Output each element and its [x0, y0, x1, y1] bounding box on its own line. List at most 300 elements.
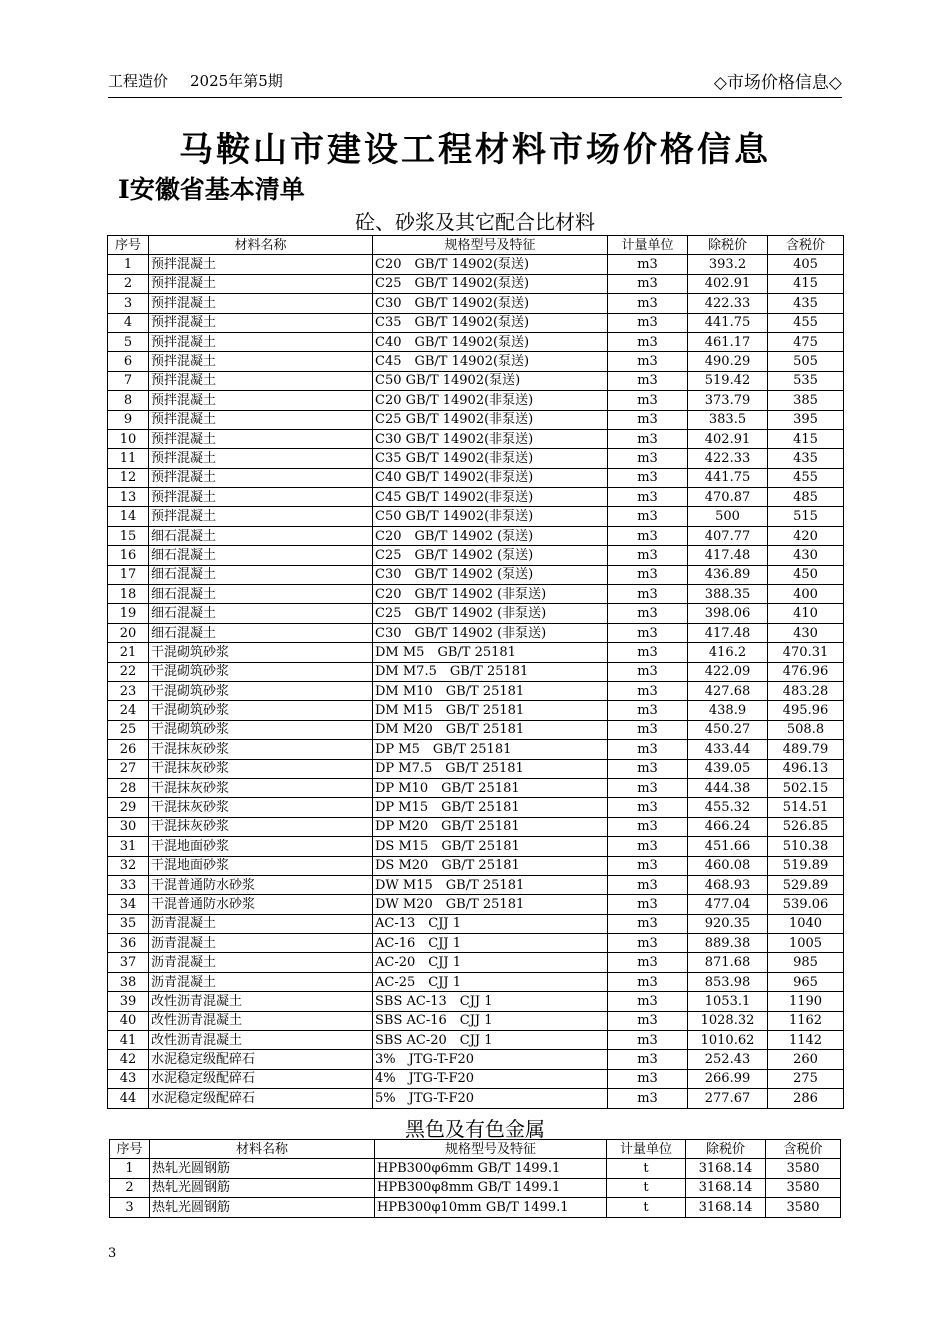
- cell-unit: m3: [608, 623, 688, 642]
- cell-index: 4: [108, 313, 149, 332]
- cell-unit: m3: [608, 798, 688, 817]
- cell-price-inc-tax: 489.79: [768, 740, 844, 759]
- cell-spec: DS M15 GB/T 25181: [373, 837, 608, 856]
- cell-material-name: 细石混凝土: [149, 623, 373, 642]
- cell-material-name: 预拌混凝土: [149, 468, 373, 487]
- cell-price-inc-tax: 275: [768, 1069, 844, 1088]
- cell-price-inc-tax: 519.89: [768, 856, 844, 875]
- cell-material-name: 水泥稳定级配碎石: [149, 1050, 373, 1069]
- category-title-1: 砼、砂浆及其它配合比材料: [355, 210, 595, 234]
- cell-spec: C30 GB/T 14902(非泵送): [373, 429, 608, 448]
- cell-index: 28: [108, 778, 149, 797]
- cell-unit: m3: [608, 817, 688, 836]
- cell-spec: DW M15 GB/T 25181: [373, 875, 608, 894]
- cell-spec: C50 GB/T 14902(非泵送): [373, 507, 608, 526]
- cell-unit: m3: [608, 934, 688, 953]
- cell-unit: m3: [608, 1089, 688, 1108]
- category-title-2: 黑色及有色金属: [405, 1117, 545, 1141]
- cell-price-ex-tax: 402.91: [688, 429, 768, 448]
- cell-unit: t: [607, 1198, 686, 1217]
- cell-material-name: 细石混凝土: [149, 546, 373, 565]
- cell-unit: m3: [608, 895, 688, 914]
- cell-price-ex-tax: 417.48: [688, 623, 768, 642]
- cell-price-inc-tax: 1040: [768, 914, 844, 933]
- table-row: [108, 313, 844, 332]
- cell-material-name: 干混砌筑砂浆: [149, 662, 373, 681]
- cell-unit: m3: [608, 429, 688, 448]
- cell-spec: SBS AC-20 CJJ 1: [373, 1031, 608, 1050]
- cell-price-inc-tax: 483.28: [768, 681, 844, 700]
- cell-material-name: 干混地面砂浆: [149, 856, 373, 875]
- cell-price-inc-tax: 476.96: [768, 662, 844, 681]
- table-header-row: [110, 1140, 841, 1159]
- cell-index: 1: [110, 1159, 150, 1178]
- cell-spec: 3% JTG-T-F20: [373, 1050, 608, 1069]
- cell-spec: C45 GB/T 14902(非泵送): [373, 488, 608, 507]
- cell-index: 37: [108, 953, 149, 972]
- cell-price-inc-tax: 455: [768, 468, 844, 487]
- cell-index: 8: [108, 391, 149, 410]
- cell-index: 13: [108, 488, 149, 507]
- cell-material-name: 干混普通防水砂浆: [149, 875, 373, 894]
- cell-index: 42: [108, 1050, 149, 1069]
- cell-spec: DM M20 GB/T 25181: [373, 720, 608, 739]
- cell-material-name: 干混砌筑砂浆: [149, 720, 373, 739]
- cell-index: 14: [108, 507, 149, 526]
- cell-index: 25: [108, 720, 149, 739]
- cell-price-inc-tax: 485: [768, 488, 844, 507]
- cell-price-inc-tax: 539.06: [768, 895, 844, 914]
- table-row: [108, 391, 844, 410]
- page-title: 马鞍山市建设工程材料市场价格信息: [179, 130, 771, 170]
- cell-price-inc-tax: 430: [768, 546, 844, 565]
- cell-index: 36: [108, 934, 149, 953]
- cell-index: 6: [108, 352, 149, 371]
- cell-material-name: 改性沥青混凝土: [149, 1031, 373, 1050]
- cell-material-name: 预拌混凝土: [149, 391, 373, 410]
- cell-price-inc-tax: 415: [768, 274, 844, 293]
- table-row: [108, 410, 844, 429]
- table-row: [108, 856, 844, 875]
- table-row: [108, 778, 844, 797]
- cell-index: 30: [108, 817, 149, 836]
- cell-price-inc-tax: 475: [768, 332, 844, 351]
- cell-price-inc-tax: 415: [768, 429, 844, 448]
- cell-index: 3: [108, 294, 149, 313]
- cell-index: 24: [108, 701, 149, 720]
- cell-index: 41: [108, 1031, 149, 1050]
- cell-price-inc-tax: 405: [768, 255, 844, 274]
- cell-price-inc-tax: 515: [768, 507, 844, 526]
- cell-price-inc-tax: 514.51: [768, 798, 844, 817]
- cell-index: 29: [108, 798, 149, 817]
- table-row: [108, 526, 844, 545]
- cell-spec: C30 GB/T 14902(泵送): [373, 294, 608, 313]
- table-row: [108, 274, 844, 293]
- cell-price-ex-tax: 427.68: [688, 681, 768, 700]
- cell-index: 40: [108, 1011, 149, 1030]
- cell-price-ex-tax: 871.68: [688, 953, 768, 972]
- col-header-name: 材料名称: [149, 236, 373, 255]
- cell-index: 7: [108, 371, 149, 390]
- cell-price-inc-tax: 535: [768, 371, 844, 390]
- cell-spec: C25 GB/T 14902(非泵送): [373, 410, 608, 429]
- cell-index: 26: [108, 740, 149, 759]
- cell-material-name: 预拌混凝土: [149, 507, 373, 526]
- cell-price-inc-tax: 502.15: [768, 778, 844, 797]
- cell-spec: C25 GB/T 14902 (非泵送): [373, 604, 608, 623]
- cell-price-ex-tax: 441.75: [688, 313, 768, 332]
- cell-index: 38: [108, 972, 149, 991]
- cell-index: 18: [108, 585, 149, 604]
- cell-unit: m3: [608, 585, 688, 604]
- cell-index: 3: [110, 1198, 150, 1217]
- cell-price-ex-tax: 1053.1: [688, 992, 768, 1011]
- cell-unit: m3: [608, 565, 688, 584]
- cell-material-name: 预拌混凝土: [149, 255, 373, 274]
- cell-price-ex-tax: 402.91: [688, 274, 768, 293]
- table-row: [108, 585, 844, 604]
- cell-unit: m3: [608, 992, 688, 1011]
- cell-unit: m3: [608, 255, 688, 274]
- cell-material-name: 干混普通防水砂浆: [149, 895, 373, 914]
- cell-price-ex-tax: 266.99: [688, 1069, 768, 1088]
- table-row: [108, 972, 844, 991]
- cell-material-name: 改性沥青混凝土: [149, 1011, 373, 1030]
- cell-unit: m3: [608, 294, 688, 313]
- cell-unit: m3: [608, 488, 688, 507]
- table-row: [108, 449, 844, 468]
- cell-material-name: 预拌混凝土: [149, 352, 373, 371]
- cell-index: 17: [108, 565, 149, 584]
- col-header-price-ex-tax: 除税价: [686, 1140, 766, 1159]
- cell-material-name: 预拌混凝土: [149, 371, 373, 390]
- cell-material-name: 预拌混凝土: [149, 332, 373, 351]
- cell-unit: m3: [608, 875, 688, 894]
- cell-material-name: 干混抹灰砂浆: [149, 817, 373, 836]
- table-row: [110, 1159, 841, 1178]
- cell-unit: m3: [608, 332, 688, 351]
- table-row: [108, 798, 844, 817]
- price-table-2: [109, 1139, 841, 1218]
- table-row: [110, 1178, 841, 1197]
- cell-price-inc-tax: 508.8: [768, 720, 844, 739]
- table-row: [108, 565, 844, 584]
- cell-price-ex-tax: 460.08: [688, 856, 768, 875]
- table-row: [108, 817, 844, 836]
- cell-price-inc-tax: 1162: [768, 1011, 844, 1030]
- table-row: [110, 1198, 841, 1217]
- table-row: [108, 255, 844, 274]
- cell-unit: m3: [608, 507, 688, 526]
- cell-price-inc-tax: 435: [768, 449, 844, 468]
- header-section: ◇市场价格信息◇: [713, 73, 842, 93]
- cell-index: 31: [108, 837, 149, 856]
- journal-name: 工程造价: [108, 72, 169, 90]
- cell-price-inc-tax: 1190: [768, 992, 844, 1011]
- cell-unit: m3: [608, 1011, 688, 1030]
- cell-unit: m3: [608, 274, 688, 293]
- cell-index: 10: [108, 429, 149, 448]
- cell-index: 33: [108, 875, 149, 894]
- cell-price-inc-tax: 985: [768, 953, 844, 972]
- cell-price-ex-tax: 393.2: [688, 255, 768, 274]
- cell-price-ex-tax: 920.35: [688, 914, 768, 933]
- cell-material-name: 热轧光圆钢筋: [150, 1198, 375, 1217]
- cell-price-ex-tax: 451.66: [688, 837, 768, 856]
- cell-material-name: 细石混凝土: [149, 585, 373, 604]
- table-row: [108, 352, 844, 371]
- cell-spec: C30 GB/T 14902 (泵送): [373, 565, 608, 584]
- cell-price-ex-tax: 461.17: [688, 332, 768, 351]
- table-row: [108, 1089, 844, 1108]
- cell-spec: C35 GB/T 14902(非泵送): [373, 449, 608, 468]
- cell-unit: m3: [608, 701, 688, 720]
- cell-unit: m3: [608, 604, 688, 623]
- cell-unit: m3: [608, 468, 688, 487]
- cell-price-ex-tax: 436.89: [688, 565, 768, 584]
- cell-material-name: 细石混凝土: [149, 604, 373, 623]
- cell-material-name: 预拌混凝土: [149, 410, 373, 429]
- cell-spec: 4% JTG-T-F20: [373, 1069, 608, 1088]
- cell-index: 20: [108, 623, 149, 642]
- table-row: [108, 701, 844, 720]
- table-header-row: [108, 236, 844, 255]
- cell-price-ex-tax: 853.98: [688, 972, 768, 991]
- cell-price-ex-tax: 373.79: [688, 391, 768, 410]
- cell-spec: C30 GB/T 14902 (非泵送): [373, 623, 608, 642]
- cell-material-name: 预拌混凝土: [149, 488, 373, 507]
- col-header-price-inc-tax: 含税价: [768, 236, 844, 255]
- cell-spec: AC-16 CJJ 1: [373, 934, 608, 953]
- cell-spec: C20 GB/T 14902(泵送): [373, 255, 608, 274]
- cell-material-name: 沥青混凝土: [149, 914, 373, 933]
- cell-spec: DM M15 GB/T 25181: [373, 701, 608, 720]
- cell-price-inc-tax: 435: [768, 294, 844, 313]
- cell-price-ex-tax: 889.38: [688, 934, 768, 953]
- cell-price-inc-tax: 260: [768, 1050, 844, 1069]
- cell-index: 43: [108, 1069, 149, 1088]
- cell-unit: m3: [608, 391, 688, 410]
- table-row: [108, 294, 844, 313]
- table-row: [108, 468, 844, 487]
- cell-price-ex-tax: 438.9: [688, 701, 768, 720]
- cell-spec: HPB300φ6mm GB/T 1499.1: [375, 1159, 607, 1178]
- col-header-price-inc-tax: 含税价: [766, 1140, 841, 1159]
- cell-price-inc-tax: 395: [768, 410, 844, 429]
- table-row: [108, 488, 844, 507]
- cell-unit: m3: [608, 1031, 688, 1050]
- cell-spec: DP M10 GB/T 25181: [373, 778, 608, 797]
- cell-price-inc-tax: 1005: [768, 934, 844, 953]
- cell-price-ex-tax: 422.33: [688, 449, 768, 468]
- cell-index: 19: [108, 604, 149, 623]
- cell-spec: C35 GB/T 14902(泵送): [373, 313, 608, 332]
- cell-unit: m3: [608, 953, 688, 972]
- cell-material-name: 细石混凝土: [149, 526, 373, 545]
- cell-price-ex-tax: 407.77: [688, 526, 768, 545]
- cell-material-name: 预拌混凝土: [149, 429, 373, 448]
- cell-price-ex-tax: 466.24: [688, 817, 768, 836]
- price-table-1: [107, 235, 844, 1109]
- table-row: [108, 875, 844, 894]
- cell-unit: m3: [608, 371, 688, 390]
- cell-unit: m3: [608, 449, 688, 468]
- cell-material-name: 水泥稳定级配碎石: [149, 1069, 373, 1088]
- cell-price-inc-tax: 3580: [766, 1159, 841, 1178]
- table-row: [108, 1050, 844, 1069]
- cell-spec: AC-13 CJJ 1: [373, 914, 608, 933]
- cell-spec: 5% JTG-T-F20: [373, 1089, 608, 1108]
- cell-spec: DM M7.5 GB/T 25181: [373, 662, 608, 681]
- cell-price-ex-tax: 441.75: [688, 468, 768, 487]
- cell-price-ex-tax: 3168.14: [686, 1159, 766, 1178]
- cell-spec: C20 GB/T 14902 (泵送): [373, 526, 608, 545]
- cell-price-inc-tax: 496.13: [768, 759, 844, 778]
- cell-price-ex-tax: 439.05: [688, 759, 768, 778]
- col-header-index: 序号: [108, 236, 149, 255]
- cell-price-inc-tax: 430: [768, 623, 844, 642]
- cell-index: 32: [108, 856, 149, 875]
- cell-index: 44: [108, 1089, 149, 1108]
- cell-spec: C40 GB/T 14902(非泵送): [373, 468, 608, 487]
- cell-price-inc-tax: 455: [768, 313, 844, 332]
- col-header-spec: 规格型号及特征: [373, 236, 608, 255]
- cell-price-ex-tax: 388.35: [688, 585, 768, 604]
- table-row: [108, 681, 844, 700]
- cell-material-name: 水泥稳定级配碎石: [149, 1089, 373, 1108]
- table-row: [108, 1011, 844, 1030]
- cell-unit: m3: [608, 759, 688, 778]
- cell-material-name: 预拌混凝土: [149, 274, 373, 293]
- cell-unit: m3: [608, 352, 688, 371]
- cell-price-ex-tax: 490.29: [688, 352, 768, 371]
- cell-index: 15: [108, 526, 149, 545]
- cell-price-ex-tax: 477.04: [688, 895, 768, 914]
- table-row: [108, 1031, 844, 1050]
- cell-material-name: 热轧光圆钢筋: [150, 1178, 375, 1197]
- cell-material-name: 干混砌筑砂浆: [149, 643, 373, 662]
- cell-unit: m3: [608, 546, 688, 565]
- table-row: [108, 662, 844, 681]
- cell-material-name: 干混砌筑砂浆: [149, 701, 373, 720]
- cell-price-ex-tax: 455.32: [688, 798, 768, 817]
- cell-price-ex-tax: 3168.14: [686, 1198, 766, 1217]
- section-title: Ⅰ安徽省基本清单: [118, 175, 305, 204]
- cell-spec: DP M15 GB/T 25181: [373, 798, 608, 817]
- cell-price-inc-tax: 286: [768, 1089, 844, 1108]
- cell-price-ex-tax: 1028.32: [688, 1011, 768, 1030]
- cell-material-name: 干混地面砂浆: [149, 837, 373, 856]
- cell-price-ex-tax: 422.33: [688, 294, 768, 313]
- cell-unit: t: [607, 1159, 686, 1178]
- cell-spec: SBS AC-13 CJJ 1: [373, 992, 608, 1011]
- table-row: [108, 332, 844, 351]
- cell-index: 2: [108, 274, 149, 293]
- cell-price-inc-tax: 965: [768, 972, 844, 991]
- cell-unit: m3: [608, 662, 688, 681]
- cell-material-name: 沥青混凝土: [149, 953, 373, 972]
- table-row: [108, 934, 844, 953]
- cell-price-inc-tax: 400: [768, 585, 844, 604]
- cell-index: 11: [108, 449, 149, 468]
- cell-spec: C50 GB/T 14902(泵送): [373, 371, 608, 390]
- cell-material-name: 沥青混凝土: [149, 972, 373, 991]
- cell-spec: DM M5 GB/T 25181: [373, 643, 608, 662]
- cell-index: 35: [108, 914, 149, 933]
- table-row: [108, 643, 844, 662]
- table-row: [108, 507, 844, 526]
- cell-spec: DP M7.5 GB/T 25181: [373, 759, 608, 778]
- table-row: [108, 371, 844, 390]
- table-row: [108, 604, 844, 623]
- col-header-unit: 计量单位: [608, 236, 688, 255]
- page-number: 3: [108, 1246, 117, 1261]
- table-row: [108, 953, 844, 972]
- table-row: [108, 914, 844, 933]
- cell-price-ex-tax: 450.27: [688, 720, 768, 739]
- cell-price-inc-tax: 1142: [768, 1031, 844, 1050]
- cell-price-ex-tax: 277.67: [688, 1089, 768, 1108]
- cell-spec: DW M20 GB/T 25181: [373, 895, 608, 914]
- cell-index: 34: [108, 895, 149, 914]
- cell-price-ex-tax: 468.93: [688, 875, 768, 894]
- cell-spec: C25 GB/T 14902(泵送): [373, 274, 608, 293]
- cell-material-name: 干混抹灰砂浆: [149, 778, 373, 797]
- cell-price-ex-tax: 398.06: [688, 604, 768, 623]
- cell-unit: m3: [608, 1069, 688, 1088]
- cell-spec: AC-25 CJJ 1: [373, 972, 608, 991]
- table-row: [108, 895, 844, 914]
- cell-price-inc-tax: 470.31: [768, 643, 844, 662]
- cell-unit: m3: [608, 914, 688, 933]
- cell-material-name: 预拌混凝土: [149, 313, 373, 332]
- cell-index: 23: [108, 681, 149, 700]
- cell-unit: m3: [608, 526, 688, 545]
- cell-price-inc-tax: 3580: [766, 1198, 841, 1217]
- cell-unit: m3: [608, 856, 688, 875]
- page-header: [108, 68, 842, 98]
- cell-price-ex-tax: 417.48: [688, 546, 768, 565]
- cell-index: 9: [108, 410, 149, 429]
- cell-material-name: 预拌混凝土: [149, 449, 373, 468]
- cell-material-name: 干混抹灰砂浆: [149, 740, 373, 759]
- table-row: [108, 992, 844, 1011]
- col-header-index: 序号: [110, 1140, 150, 1159]
- cell-material-name: 热轧光圆钢筋: [150, 1159, 375, 1178]
- table-row: [108, 759, 844, 778]
- table-row: [108, 720, 844, 739]
- table-row: [108, 740, 844, 759]
- cell-price-inc-tax: 510.38: [768, 837, 844, 856]
- table-body-2: [110, 1159, 841, 1217]
- cell-spec: HPB300φ8mm GB/T 1499.1: [375, 1178, 607, 1197]
- table-row: [108, 546, 844, 565]
- cell-index: 39: [108, 992, 149, 1011]
- cell-unit: m3: [608, 643, 688, 662]
- cell-index: 2: [110, 1178, 150, 1197]
- cell-price-ex-tax: 519.42: [688, 371, 768, 390]
- cell-index: 5: [108, 332, 149, 351]
- cell-spec: SBS AC-16 CJJ 1: [373, 1011, 608, 1030]
- col-header-name: 材料名称: [150, 1140, 375, 1159]
- cell-price-ex-tax: 422.09: [688, 662, 768, 681]
- cell-spec: C40 GB/T 14902(泵送): [373, 332, 608, 351]
- cell-price-ex-tax: 383.5: [688, 410, 768, 429]
- cell-unit: m3: [608, 740, 688, 759]
- cell-unit: m3: [608, 972, 688, 991]
- cell-spec: C20 GB/T 14902(非泵送): [373, 391, 608, 410]
